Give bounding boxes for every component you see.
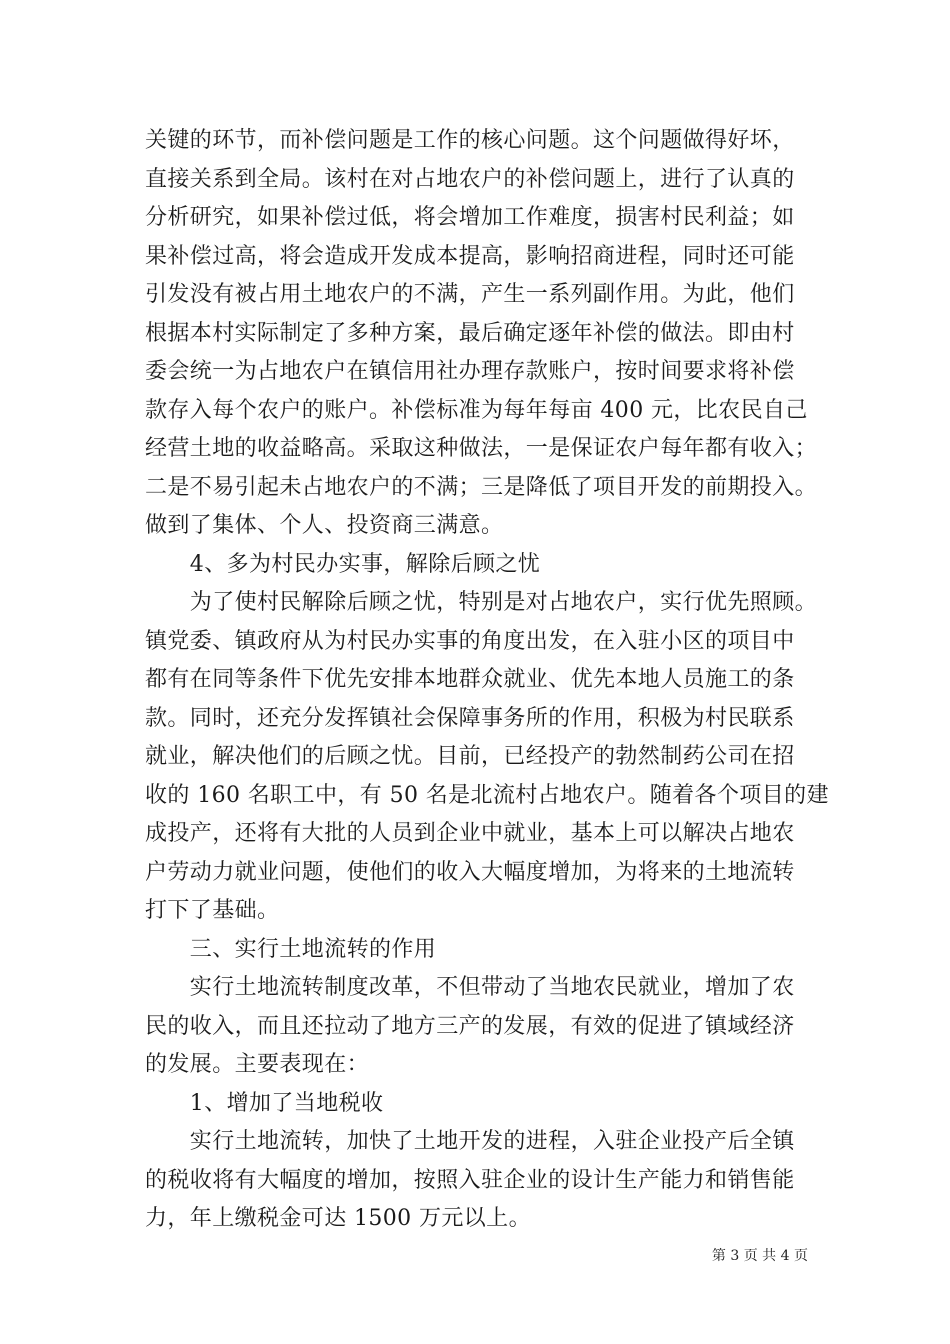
text-line: 的发展。主要表现在： [145,1052,370,1077]
text-line: 款。同时，还充分发挥镇社会保障事务所的作用，积极为村民联系 [145,705,795,731]
text-line: 分析研究，如果补偿过低，将会增加工作难度，损害村民利益；如 [145,205,795,230]
text-line: 成投产，还将有大批的人员到企业中就业，基本上可以解决占地农 [145,821,795,846]
text-line: 委会统一为占地农户在镇信用社办理存款账户，按时间要求将补偿 [145,359,795,384]
text-line: 经营土地的收益略高。采取这种做法，一是保证农户每年都有收入； [145,436,818,461]
text-line: 都有在同等条件下优先安排本地群众就业、优先本地人员施工的条 [145,667,795,692]
text-line: 做到了集体、个人、投资商三满意。 [145,513,504,538]
text-line: 实行土地流转，加快了土地开发的进程，入驻企业投产后全镇 [145,1129,795,1154]
text-line: 根据本村实际制定了多种方案，最后确定逐年补偿的做法。即由村 [145,320,795,346]
text-line: 关键的环节，而补偿问题是工作的核心问题。这个问题做得好坏， [145,128,795,153]
text-line: 民的收入，而且还拉动了地方三产的发展，有效的促进了镇域经济 [145,1013,795,1039]
text-line: 收的 160 名职工中，有 50 名是北流村占地农户。随着各个项目的建 [145,782,829,808]
page-number: 第 3 页 共 4 页 [711,1248,808,1264]
document-body [145,122,829,1239]
section-heading: 4、多为村民办实事，解除后顾之忧 [145,551,541,577]
text-line: 引发没有被占用土地农户的不满，产生一系列副作用。为此，他们 [145,282,795,307]
text-line: 打下了基础。 [145,898,280,923]
text-line: 果补偿过高，将会造成开发成本提高，影响招商进程，同时还可能 [145,243,795,269]
text-line: 为了使村民解除后顾之忧，特别是对占地农户，实行优先照顾。 [145,590,818,615]
text-line: 力，年上缴税金可达 1500 万元以上。 [145,1206,531,1231]
section-heading: 三、实行土地流转的作用 [145,936,437,962]
text-line: 就业，解决他们的后顾之忧。目前，已经投产的勃然制药公司在招 [145,744,795,769]
text-line: 二是不易引起未占地农户的不满；三是降低了项目开发的前期投入。 [145,474,818,500]
text-line: 户劳动力就业问题，使他们的收入大幅度增加，为将来的土地流转 [145,859,795,885]
text-line: 的税收将有大幅度的增加，按照入驻企业的设计生产能力和销售能 [145,1167,795,1193]
text-line: 镇党委、镇政府从为村民办实事的角度出发，在入驻小区的项目中 [145,628,795,654]
section-heading: 1、增加了当地税收 [145,1090,384,1116]
text-line: 款存入每个农户的账户。补偿标准为每年每亩 400 元，比农民自己 [145,397,808,423]
text-line: 直接关系到全局。该村在对占地农户的补偿问题上，进行了认真的 [145,166,795,192]
text-line: 实行土地流转制度改革，不但带动了当地农民就业，增加了农 [145,975,795,1000]
